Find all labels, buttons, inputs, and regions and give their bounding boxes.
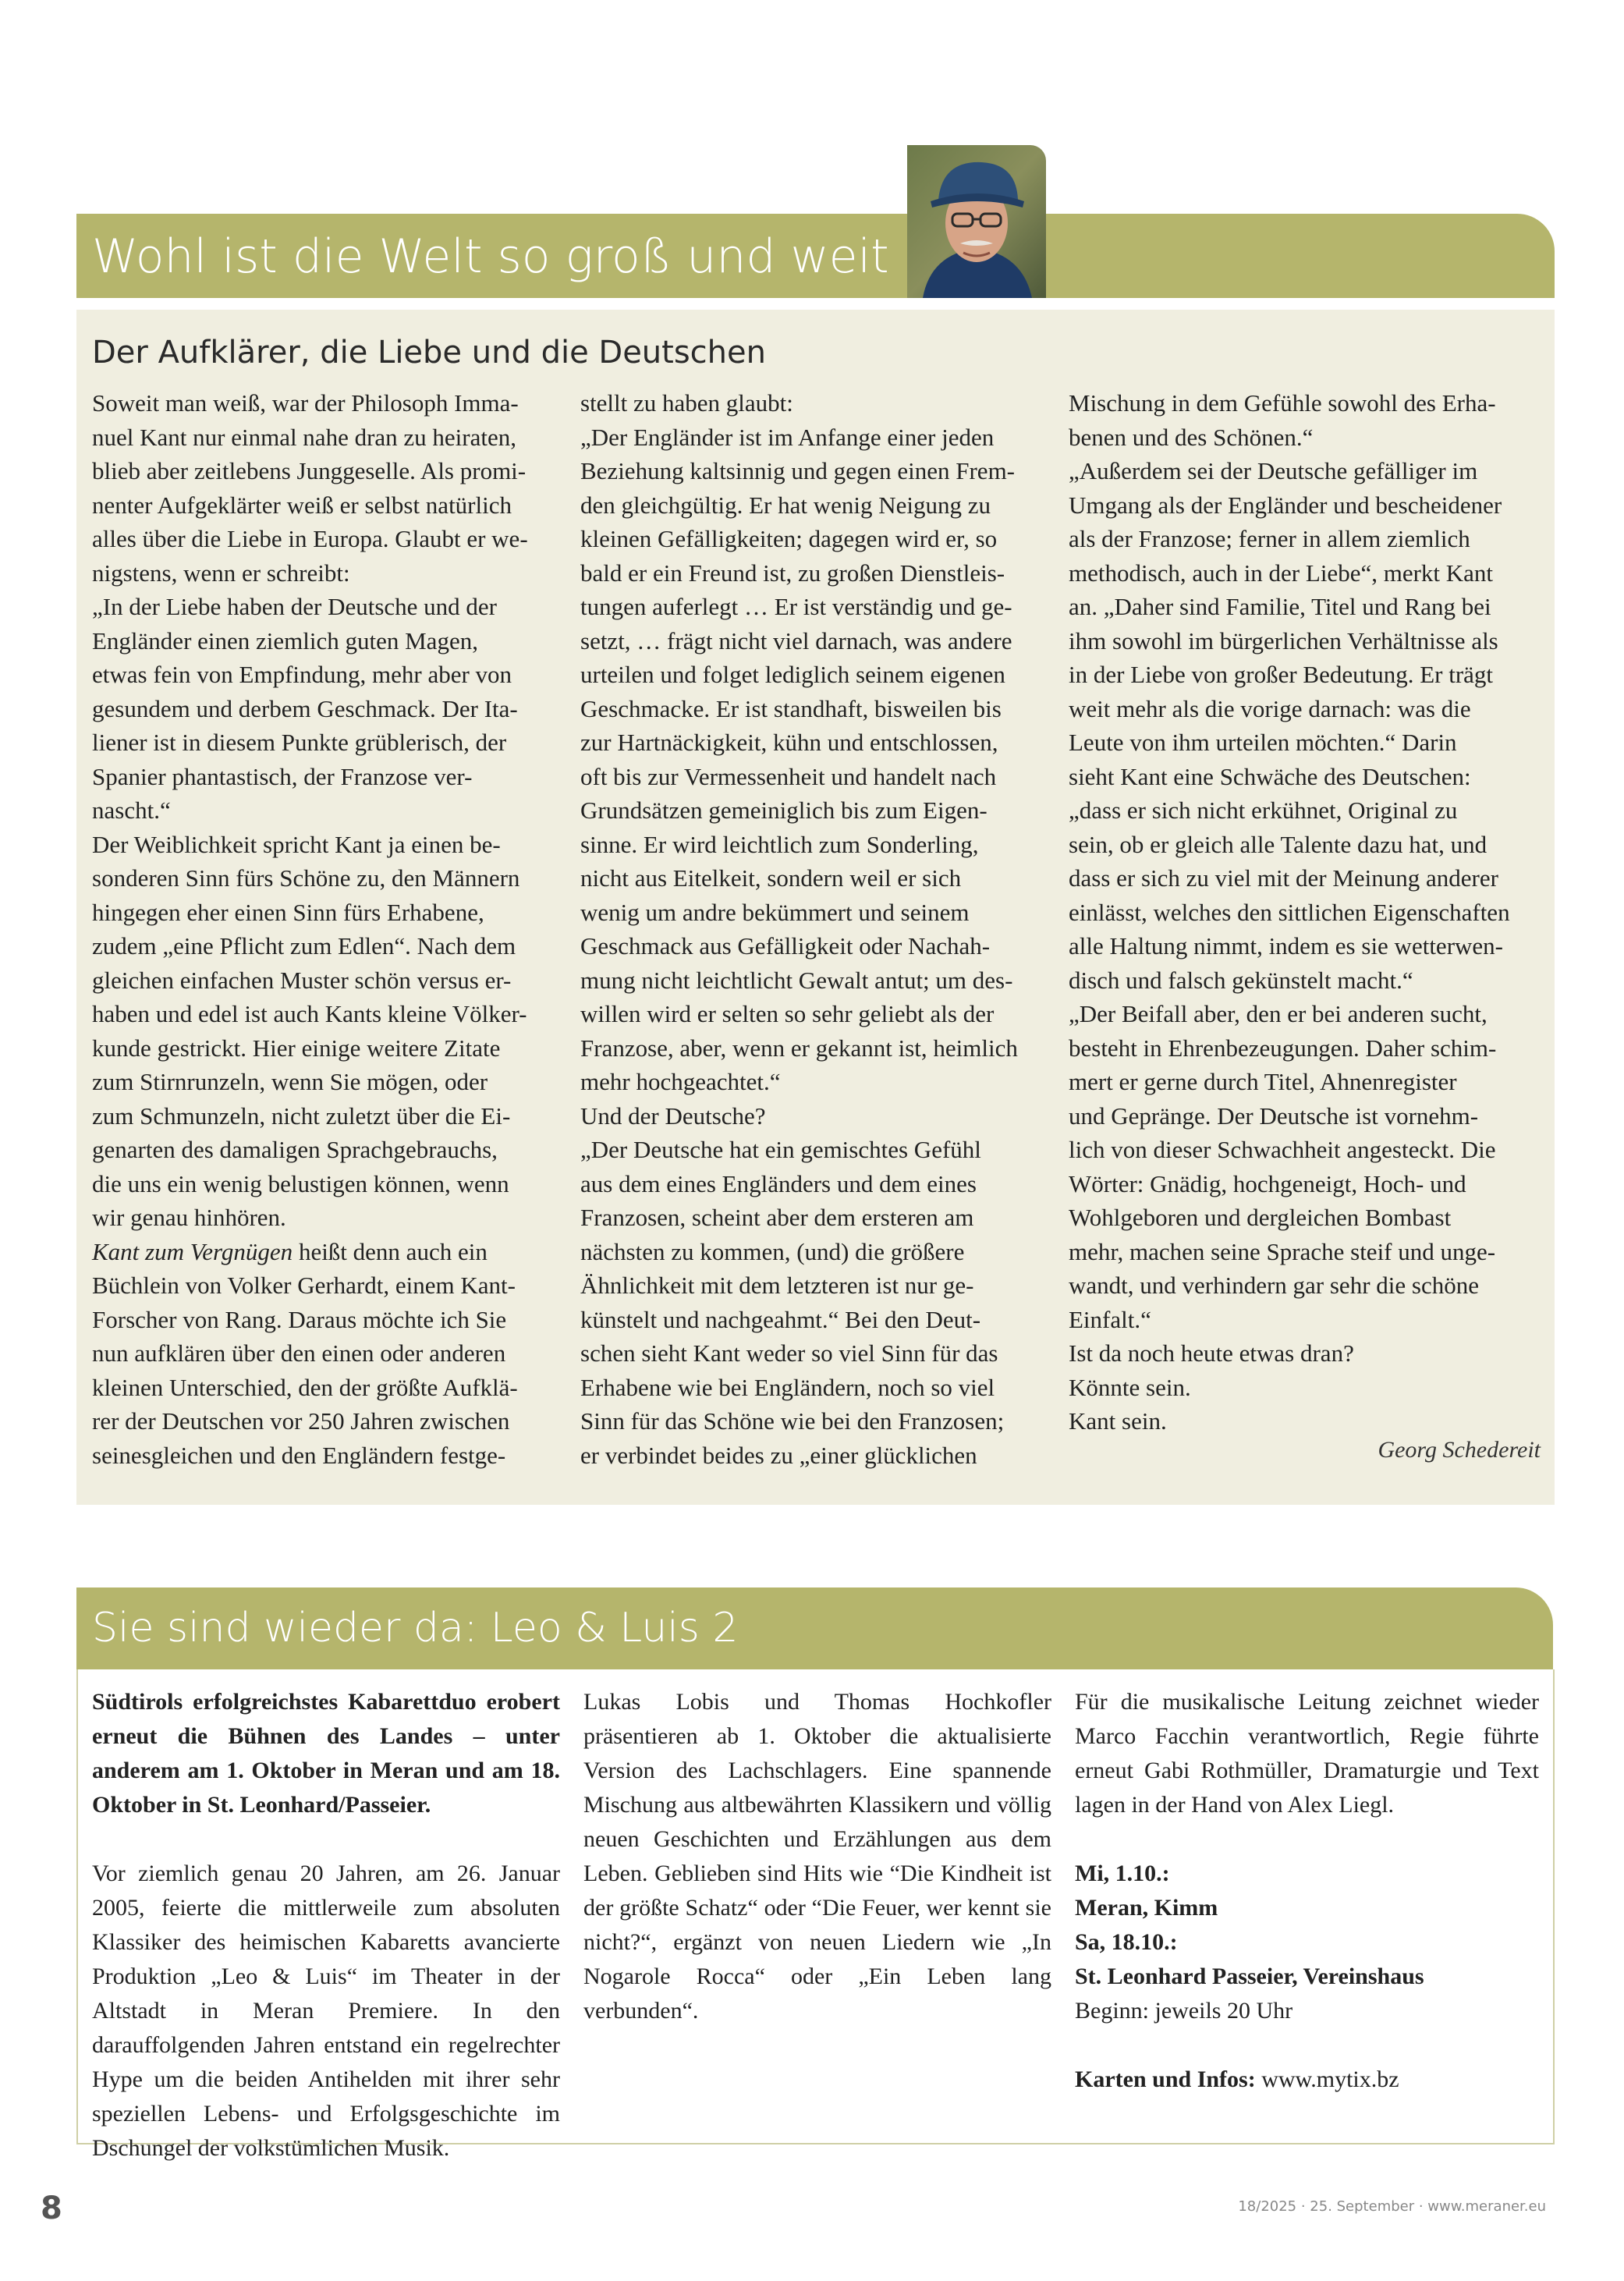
tickets-link[interactable]: www.mytix.bz	[1255, 2066, 1399, 2092]
article1-column-1	[92, 386, 568, 1472]
event-venue-1: Meran, Kimm	[1075, 1895, 1218, 1921]
article2-banner	[76, 1587, 1553, 1671]
column-1-text-cont: heißt denn auch ein Büchlein von Volker Gerhardt, einem Kant- Forscher von Rang. Daraus möchte ich Sie nun aufklären über den einen oder anderen kleinen Unterschied, den der größte Aufklä- rer der Deutschen vor 250 Jahren zwischen seinesgleichen und den Engländern festge-	[92, 1237, 518, 1469]
article2-paragraph-2: Lukas Lobis und Thomas Hochkofler präsentieren ab 1. Oktober die aktualisierte Version des Lachschlagers. Eine spannende Mischung aus altbewährten Klassikern und völlig neuen Geschichten und Erzählungen aus dem Leben. Geblieben sind Hits wie “Die Kindheit ist der größte Schatz“ oder “Die Feuer, wer kennt sie nicht?“, ergänzt von neuen Liedern wie „In Nogarole Rocca“ oder „Ein Leben lang verbunden“.	[583, 1689, 1051, 2024]
event-start-time: Beginn: jeweils 20 Uhr	[1075, 1998, 1293, 2024]
article1-banner	[76, 214, 1555, 298]
article1-subtitle: Der Aufklärer, die Liebe und die Deutschen	[92, 335, 766, 371]
event-venue-2: St. Leonhard Passeier, Vereinshaus	[1075, 1964, 1424, 1989]
article2-title: Sie sind wieder da: Leo & Luis 2	[92, 1605, 739, 1651]
article1-title: Wohl ist die Welt so groß und weit	[92, 229, 889, 284]
author-photo	[907, 145, 1046, 298]
tickets-label: Karten und Infos:	[1075, 2066, 1256, 2092]
tickets-info	[1075, 2063, 1539, 2097]
article1-panel	[76, 310, 1555, 1505]
article2-column-3	[1075, 1685, 1539, 2097]
column-1-text: Soweit man weiß, war der Philosoph Imma- nuel Kant nur einmal nahe dran zu heiraten, blieb aber zeitlebens Junggeselle. Als promi- nenter Aufgeklärter weiß er selbst natürlich alles über die Liebe in Europa. Glaubt er we- nigstens, wenn er schreibt: „In der Liebe haben der Deutsche und der Engländer einen ziemlich guten Magen, etwas fein von Empfindung, mehr aber von gesundem und derbem Geschmack. Der Ita- liener ist in diesem Punkte grüblerisch, der Spanier phantastisch, der Franzose ver- nascht.“ Der Weiblichkeit spricht Kant ja einen be- sonderen Sinn fürs Schöne zu, den Männern hingegen eher einen Sinn fürs Erhabene, zudem „eine Pflicht zum Edlen“. Nach dem gleichen einfachen Muster schön versus er- haben und edel ist auch Kants kleine Völker- kunde gestrickt. Hier einige weitere Zitate zum Stirnrunzeln, wenn Sie mögen, oder zum Schmunzeln, nicht zuletzt über die Ei- genarten des damaligen Sprachgebrauchs, die uns ein wenig belustigen können, wenn wir genau hinhören.	[92, 389, 528, 1231]
event-date-1: Mi, 1.10.:	[1075, 1861, 1170, 1886]
article2-panel	[76, 1669, 1555, 2161]
article1-column-3: Mischung in dem Gefühle sowohl des Erha- benen und des Schönen.“ „Außerdem sei der Deutsche gefälliger im Umgang als der Engländer und bescheidener als der Franzose; ferner in allem ziemlich methodisch, auch in der Liebe“, merkt Kant an. „Daher sind Familie, Titel und Rang bei ihm sowohl im bürgerlichen Verhältnisse als in der Liebe von großer Bedeutung. Er trägt weit mehr als die vorige darnach: was die Leute von ihm urteilen möchten.“ Darin sieht Kant eine Schwäche des Deutschen: „dass er sich nicht erkühnet, Original zu sein, ob er gleich alle Talente dazu hat, und dass er sich zu viel mit der Meinung anderer einlässt, welches den sittlichen Eigenschaften alle Haltung nimmt, indem es sie wetterwen- disch und falsch gekünstelt macht.“ „Der Beifall aber, den er bei anderen sucht, besteht in Ehrenbezeugungen. Daher schim- mert er gerne durch Titel, Ahnenregister und Gepränge. Der Deutsche ist vornehm- lich von dieser Schwachheit angesteckt. Die Wörter: Gnädig, hochgeneigt, Hoch- und Wohlgeboren und dergleichen Bombast mehr, machen seine Sprache steif und unge- wandt, und verhindern gar sehr die schöne Einfalt.“ Ist da noch heute etwas dran? Könnte sein. Kant sein.	[1069, 389, 1510, 1435]
article2-lead: Südtirols erfolgreichstes Kabarettduo erobert erneut die Bühnen des Landes – unter anderem am 1. Oktober in Meran und am 18. Oktober in St. Leonhard/Passeier.	[92, 1689, 560, 1818]
article2-column-2	[583, 1685, 1051, 2028]
event-date-2: Sa, 18.10.:	[1075, 1929, 1178, 1955]
article2-paragraph-3: Für die musikalische Leitung zeichnet wieder Marco Facchin verantwortlich, Regie führte erneut Gabi Rothmüller, Dramaturgie und Text lagen in der Hand von Alex Liegl.	[1075, 1689, 1539, 1818]
page-number: 8	[41, 2191, 62, 2226]
author-signature: Georg Schedereit	[1378, 1437, 1541, 1463]
article2-column-1	[92, 1685, 560, 2166]
article2-paragraph-1: Vor ziemlich genau 20 Jahren, am 26. Januar 2005, feierte die mittlerweile zum absoluten Klassiker des heimischen Kabaretts avancierte Produktion „Leo & Luis“ im Theater in der Altstadt in Meran Premiere. In den darauffolgenden Jahren entstand ein regelrechter Hype um die beiden Antihelden mit ihrer sehr speziellen Lebens- und Erfolgsgeschichte im Dschungel der volkstümlichen Musik.	[92, 1861, 560, 2161]
book-title: Kant zum Vergnügen	[92, 1237, 293, 1265]
article1-column-2: stellt zu haben glaubt: „Der Engländer ist im Anfange einer jeden Beziehung kaltsinnig und gegen einen Frem- den gleichgültig. Er hat wenig Neigung zu kleinen Gefälligkeiten; dagegen wird er, so bald er ein Freund ist, zu großen Dienstleis- tungen auferlegt … Er ist verständig und ge- setzt, … frägt nicht viel darnach, was andere urteilen und folget lediglich seinem eigenen Geschmacke. Er ist standhaft, bisweilen bis zur Hartnäckigkeit, kühn und entschlossen, oft bis zur Vermessenheit und handelt nach Grundsätzen gemeiniglich bis zum Eigen- sinne. Er wird leichtlich zum Sonderling, nicht aus Eitelkeit, sondern weil er sich wenig um andre bekümmert und seinem Geschmack aus Gefälligkeit oder Nachah- mung nicht leichtlicht Gewalt antut; um des- willen wird er selten so sehr geliebt als der Franzose, aber, wenn er gekannt ist, heimlich mehr hochgeachtet.“ Und der Deutsche? „Der Deutsche hat ein gemischtes Gefühl aus dem eines Engländers und dem eines Franzosen, scheint aber dem ersteren am nächsten zu kommen, (und) die größere Ähnlichkeit mit dem letzteren ist nur ge- künstelt und nachgeahmt.“ Bei den Deut- schen sieht Kant weder so viel Sinn für das Erhabene wie bei Engländern, noch so viel Sinn für das Schöne wie bei den Franzosen; er verbindet beides zu „einer glücklichen	[580, 389, 1018, 1469]
issue-info: 18/2025 · 25. September · www.meraner.eu	[1238, 2198, 1546, 2215]
